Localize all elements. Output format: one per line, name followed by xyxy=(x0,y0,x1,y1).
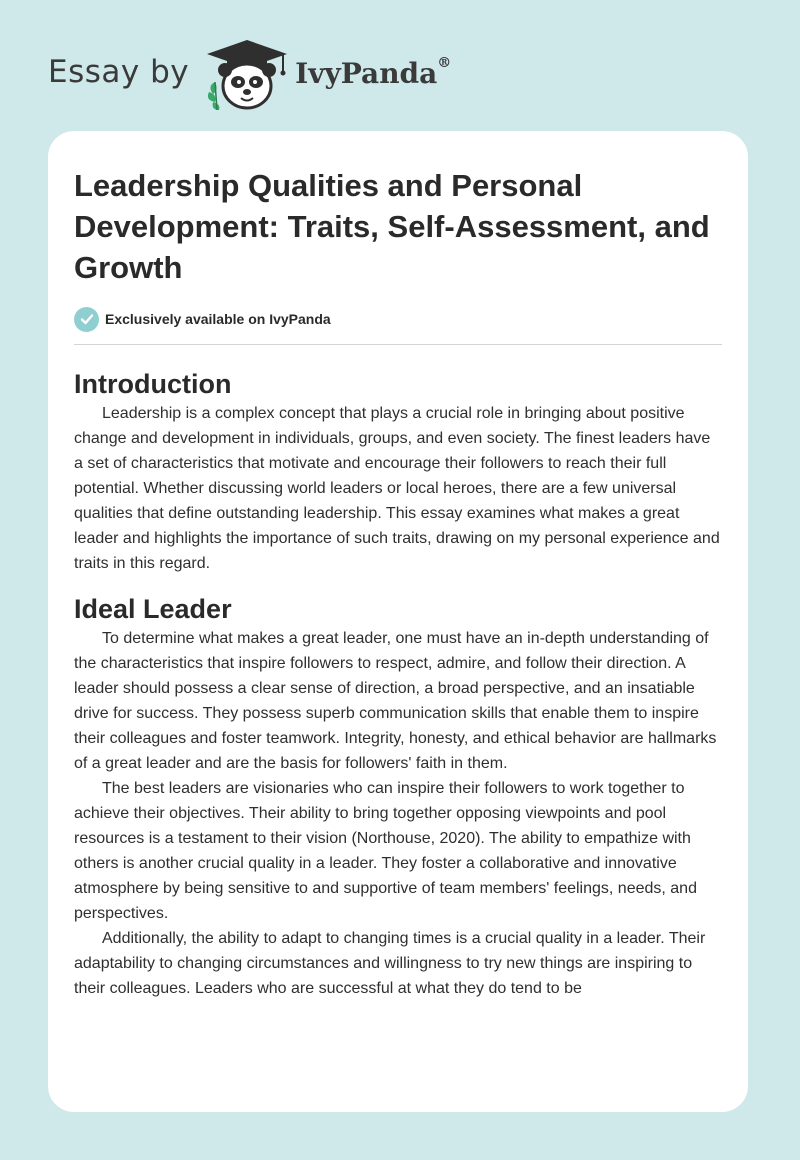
essay-card xyxy=(48,131,748,1112)
site-header xyxy=(48,38,451,112)
divider xyxy=(74,344,722,345)
section-heading-ideal-leader: Ideal Leader xyxy=(74,594,232,624)
paragraph: To determine what makes a great leader, one must have an in-depth understanding of the characteristics that inspire followers to respect, admire, and follow their direction. A leader should possess a clear sense of direction, a broad perspective, and an insatiable drive for success. They possess superb communication skills that enable them to inspire their colleagues and foster teamwork. Integrity, honesty, and ethical behavior are hallmarks of a great leader and are the basis for followers' faith in them. xyxy=(74,630,717,772)
brand-name: IvyPanda® xyxy=(295,54,452,90)
panda-logo-icon[interactable] xyxy=(203,38,291,112)
check-icon xyxy=(74,307,99,332)
paragraph: The best leaders are visionaries who can inspire their followers to work together to achieve their objectives. Their ability to bring together opposing viewpoints and pool resources is a testament to their vision (Northouse, 2020). The ability to empathize with others is another crucial quality in a leader. They foster a collaborative and innovative atmosphere by being sensitive to and supportive of team members' feelings, needs, and perspectives. xyxy=(74,780,697,922)
registered-mark: ® xyxy=(437,54,452,71)
essay-title: Leadership Qualities and Personal Development: Traits, Self-Assessment, and Growth xyxy=(74,168,710,285)
section-heading-introduction: Introduction xyxy=(74,369,232,399)
paragraph: Additionally, the ability to adapt to changing times is a crucial quality in a leader. Their adaptability to changing circumstances and willingness to try new things are inspiring to their colleagues. Leaders who are successful at what they do tend to be xyxy=(74,930,706,997)
exclusive-label: Exclusively available on IvyPanda xyxy=(105,311,331,327)
exclusive-badge xyxy=(74,306,722,332)
essay-by-label: Essay by xyxy=(48,54,190,90)
paragraph: Leadership is a complex concept that plays a crucial role in bringing about positive change and development in individuals, groups, and even society. The finest leaders have a set of characteristics that motivate and encourage their followers to reach their full potential. Whether discussing world leaders or local heroes, there are a few universal qualities that define outstanding leadership. This essay examines what makes a great leader and highlights the importance of such traits, drawing on my personal experience and traits in this regard. xyxy=(74,405,720,572)
